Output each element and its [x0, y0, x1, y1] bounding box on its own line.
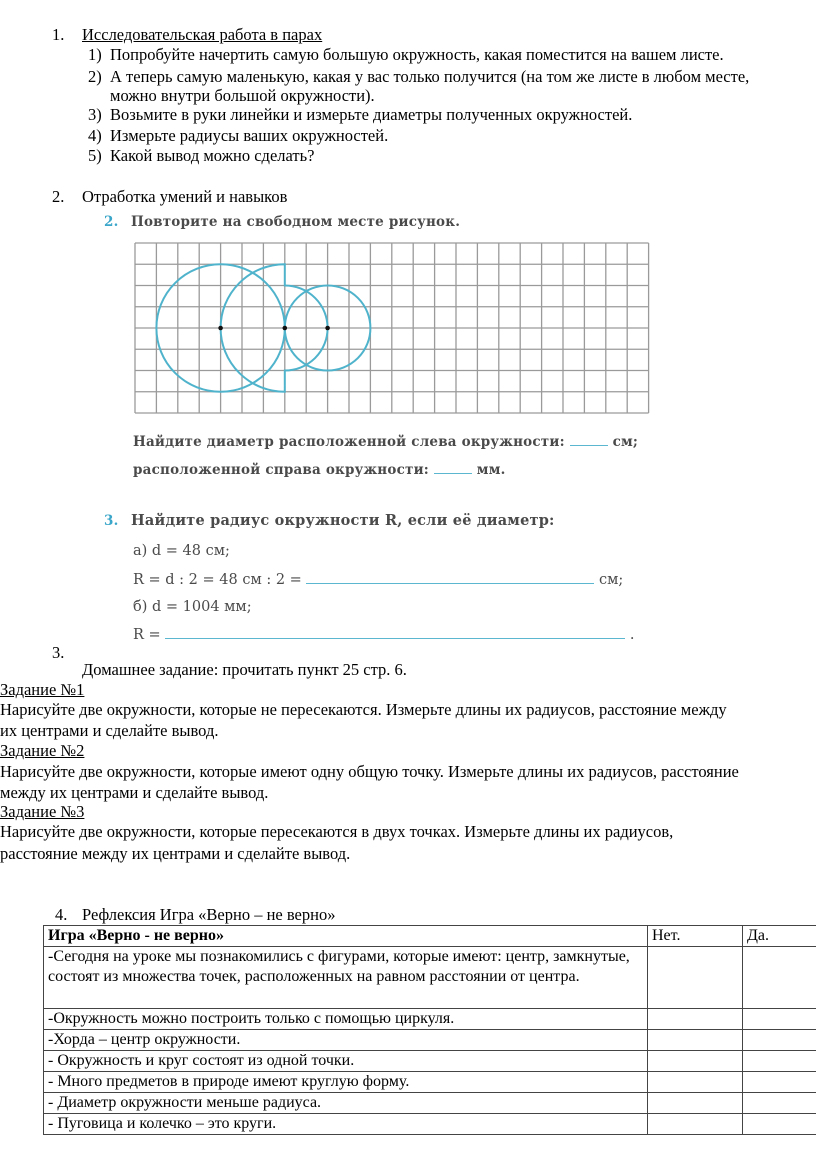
homework-text: Домашнее задание: прочитать пункт 25 стр. 6.: [82, 660, 407, 679]
task-title: Задание №3: [0, 802, 85, 821]
statement-cell: - Диаметр окружности меньше радиуса.: [44, 1093, 648, 1114]
answer-blank[interactable]: [570, 431, 608, 446]
table-row: [44, 947, 816, 1009]
list-item: Какой вывод можно сделать?: [110, 146, 315, 165]
no-cell[interactable]: [648, 1114, 743, 1135]
task3-b: б) d = 1004 мм;: [133, 599, 252, 615]
answer-blank[interactable]: [434, 459, 472, 474]
table-row: [44, 1009, 816, 1030]
answer-blank[interactable]: [306, 569, 594, 584]
true-false-table: [43, 925, 816, 1135]
task-text: между их центрами и сделайте вывод.: [0, 783, 269, 802]
table-row: [44, 1030, 816, 1051]
unit-label: см;: [599, 572, 624, 588]
yes-cell[interactable]: [743, 1009, 816, 1030]
yes-cell[interactable]: [743, 1051, 816, 1072]
section1-title: Исследовательская работа в парах: [82, 25, 323, 44]
task2-number: 2.: [104, 214, 119, 230]
no-cell[interactable]: [648, 1051, 743, 1072]
task2-line2-text: расположенной справа окружности:: [133, 462, 429, 478]
section1-number: 1.: [52, 25, 65, 44]
no-cell[interactable]: [648, 1009, 743, 1030]
table-row: [44, 1072, 816, 1093]
yes-cell[interactable]: [743, 1093, 816, 1114]
list-item: Попробуйте начертить самую большую окружность, какая поместится на вашем листе.: [110, 45, 724, 64]
center-point: [218, 326, 223, 331]
task-text: Нарисуйте две окружности, которые не пересекаются. Измерьте длины их радиусов, расстояние между: [0, 700, 727, 719]
task3-title: Найдите радиус окружности R, если её диаметр:: [131, 512, 555, 529]
list-item-continued: можно внутри большой окружности).: [110, 86, 375, 105]
yes-cell[interactable]: [743, 1114, 816, 1135]
formula-text: R = d : 2 = 48 см : 2 =: [133, 572, 302, 588]
task3-number: 3.: [104, 513, 119, 529]
formula-text: R =: [133, 627, 161, 643]
list-number: 2): [88, 67, 102, 86]
list-number: 3): [88, 105, 102, 124]
task-title: Задание №2: [0, 741, 85, 760]
section2-number: 2.: [52, 187, 65, 206]
statement-cell: - Пуговица и колечко – это круги.: [44, 1114, 648, 1135]
section4-number: 4.: [55, 905, 68, 924]
header-yes: Да.: [743, 926, 816, 947]
task-text: Нарисуйте две окружности, которые имеют одну общую точку. Измерьте длины их радиусов, расстояние: [0, 762, 739, 781]
task3-a-formula-line: [133, 569, 623, 590]
answer-blank[interactable]: [165, 624, 625, 639]
task-title: Задание №1: [0, 680, 85, 699]
statement-cell: - Много предметов в природе имеют круглую форму.: [44, 1072, 648, 1093]
table-row: [44, 1114, 816, 1135]
list-number: 4): [88, 126, 102, 145]
task-text: Нарисуйте две окружности, которые пересекаются в двух точках. Измерьте длины их радиусов,: [0, 822, 674, 841]
section4-title: Рефлексия Игра «Верно – не верно»: [82, 905, 336, 924]
task2-line1-text: Найдите диаметр расположенной слева окружности:: [133, 434, 565, 450]
statement-cell: - Окружность и круг состоят из одной точки.: [44, 1051, 648, 1072]
yes-cell[interactable]: [743, 1030, 816, 1051]
unit-label: см;: [612, 434, 639, 450]
list-number: 5): [88, 146, 102, 165]
table-row: [44, 1051, 816, 1072]
period: .: [629, 627, 635, 643]
statement-cell: -Сегодня на уроке мы познакомились с фигурами, которые имеют: центр, замкнутые, состоят из множества точек, расположенных на равном расстоянии от центра.: [44, 947, 648, 1009]
list-item: Измерьте радиусы ваших окружностей.: [110, 126, 389, 145]
no-cell[interactable]: [648, 947, 743, 1009]
list-number: 1): [88, 45, 102, 64]
section2-title: Отработка умений и навыков: [82, 187, 288, 206]
task2-line1: [133, 431, 638, 452]
task-text: их центрами и сделайте вывод.: [0, 721, 219, 740]
section3-number: 3.: [52, 643, 65, 662]
list-item: А теперь самую маленькую, какая у вас только получится (на том же листе в любом месте,: [110, 67, 750, 86]
yes-cell[interactable]: [743, 1072, 816, 1093]
center-point: [325, 326, 330, 331]
no-cell[interactable]: [648, 1072, 743, 1093]
list-item: Возьмите в руки линейки и измерьте диаметры полученных окружностей.: [110, 105, 633, 124]
statement-cell: -Окружность можно построить только с помощью циркуля.: [44, 1009, 648, 1030]
no-cell[interactable]: [648, 1030, 743, 1051]
header-no: Нет.: [648, 926, 743, 947]
table-header-row: [44, 926, 816, 947]
circles-grid-figure: [130, 238, 655, 420]
unit-label: мм.: [476, 462, 506, 478]
center-point: [283, 326, 288, 331]
no-cell[interactable]: [648, 1093, 743, 1114]
table-row: [44, 1093, 816, 1114]
task3-a: а) d = 48 см;: [133, 543, 230, 559]
task3-b-formula-line: [133, 624, 635, 645]
task2-title: Повторите на свободном месте рисунок.: [131, 214, 461, 230]
header-statement: Игра «Верно - не верно»: [44, 926, 648, 947]
statement-cell: -Хорда – центр окружности.: [44, 1030, 648, 1051]
task2-line2: [133, 459, 506, 480]
yes-cell[interactable]: [743, 947, 816, 1009]
task-text: расстояние между их центрами и сделайте вывод.: [0, 844, 351, 863]
